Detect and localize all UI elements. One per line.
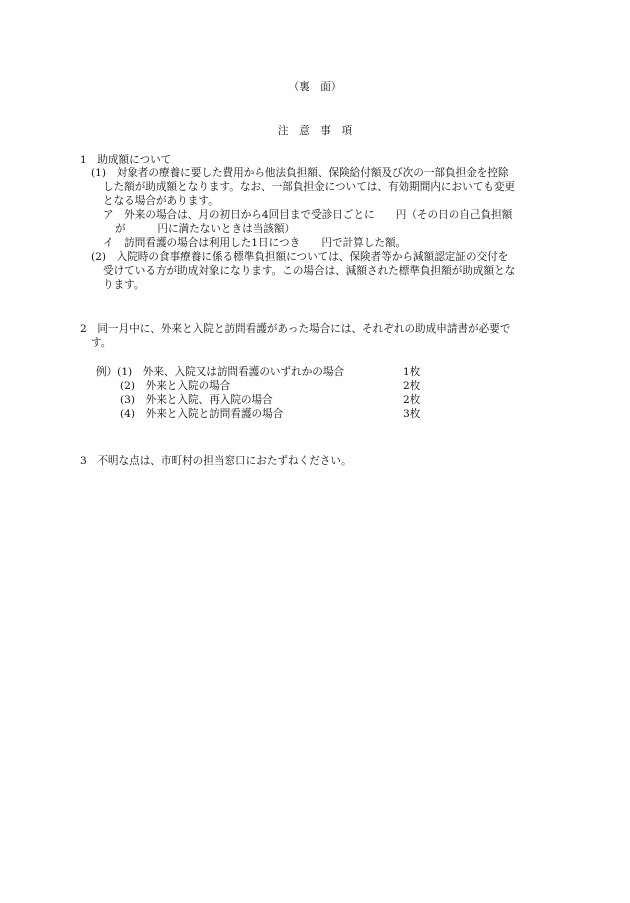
section1-sub-a-line2: が 円に満たないときは当該額） <box>115 223 296 235</box>
section1-item2-line3: ります。 <box>103 279 145 291</box>
example-4-count: 3枚 <box>403 408 421 420</box>
section1-item2-line2: 受けている方が助成対象になります。この場合は、減額された標準負担額が助成額とな <box>103 265 516 277</box>
example-1-label: 例）(1) 外来、入院又は訪問看護のいずれかの場合 <box>96 366 345 378</box>
section1-item2-line1: (2) 入院時の食事療養に係る標準負担額については、保険者等から減額認定証の交付を <box>91 251 509 263</box>
example-2-label: (2) 外来と入院の場合 <box>120 380 231 392</box>
section1-sub-i: イ 訪問看護の場合は利用した1日につき 円で計算した額。 <box>103 237 407 249</box>
example-4-label: (4) 外来と入院と訪問看護の場合 <box>120 408 284 420</box>
example-2-count: 2枚 <box>403 380 421 392</box>
section2-line1: 2 同一月中に、外来と入院と訪問看護があった場合には、それぞれの助成申請書が必要で <box>80 323 511 335</box>
example-1-count: 1枚 <box>403 366 421 378</box>
section2-line2: す。 <box>91 337 112 349</box>
section1-item1-line2: した額が助成額となります。なお、一部負担金については、有効期間内においても変更 <box>103 181 516 193</box>
example-3-count: 2枚 <box>403 394 421 406</box>
section1-heading: 1 助成額について <box>80 154 172 166</box>
section1-item1-line1: (1) 対象者の療養に要した費用から他法負担額、保険給付額及び次の一部負担金を控除 <box>91 167 509 179</box>
page-side-label: （裏 面） <box>288 81 342 93</box>
example-3-label: (3) 外来と入院、再入院の場合 <box>120 394 273 406</box>
section1-sub-a-line1: ア 外来の場合は、月の初日から4回目まで受診日ごとに 円（その日の自己負担額 <box>103 209 513 221</box>
section3-text: 3 不明な点は、市町村の担当窓口におたずねください。 <box>80 455 352 467</box>
section1-item1-line3: となる場合があります。 <box>103 195 219 207</box>
page-title: 注 意 事 項 <box>277 125 353 137</box>
